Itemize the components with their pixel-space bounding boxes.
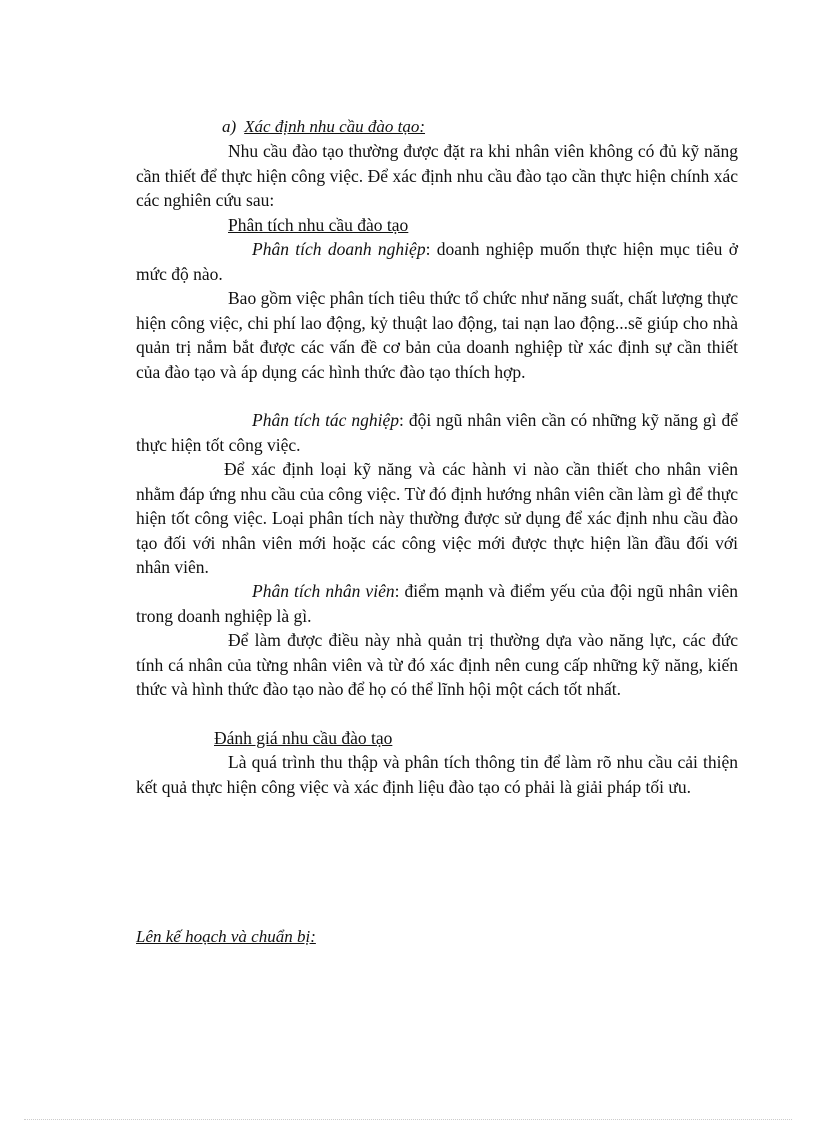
intro-paragraph: Nhu cầu đào tạo thường được đặt ra khi nhân viên không có đủ kỹ năng cần thiết để thực hiện công việc. Để xác định nhu cầu đào tạo cần thực hiện chính xác các nghiên cứu sau: [136,141,738,210]
section-title: Xác định nhu cầu đào tạo: [244,117,426,136]
staff-text: : điểm mạnh và điểm yếu của đội ngũ nhân viên trong doanh nghiệp là gì. [136,581,738,626]
enterprise-paragraph [136,237,738,286]
operation-paragraph [136,408,738,457]
evaluation-paragraph: Là quá trình thu thập và phân tích thông tin để làm rõ nhu cầu cải thiện kết quả thực hiện công việc và xác định liệu đào tạo có phải là giải pháp tối ưu. [136,752,738,797]
enterprise-term: Phân tích doanh nghiệp [252,239,426,259]
staff-term: Phân tích nhân viên [252,581,395,601]
section-heading-a [136,115,816,140]
staff-paragraph [136,579,738,628]
plan-heading: Lên kế hoạch và chuẩn bị: [136,927,316,946]
evaluation-heading: Đánh giá nhu cầu đào tạo [214,728,393,748]
operation-detail-paragraph: Để xác định loại kỹ năng và các hành vi nào cần thiết cho nhân viên nhằm đáp ứng nhu cầu của công việc. Từ đó định hướng nhân viên cần làm gì để thực hiện tốt công việc. Loại phân tích này thường được sử dụng để xác định nhu cầu đào tạo đối với nhân viên mới hoặc các công việc mới được thực hiện lần đầu đối với nhân viên. [136,459,738,577]
enterprise-detail-paragraph: Bao gồm việc phân tích tiêu thức tổ chức như năng suất, chất lượng thực hiện công việc, chi phí lao động, kỷ thuật lao động, tai nạn lao động...sẽ giúp cho nhà quản trị nắm bắt được các vấn đề cơ bản của doanh nghiệp từ xác định sự cần thiết của đào tạo và áp dụng các hình thức đào tạo thích hợp. [136,288,738,382]
operation-term: Phân tích tác nghiệp [252,410,400,430]
analysis-heading: Phân tích nhu cầu đào tạo [228,215,409,235]
page-bottom-divider [24,1119,792,1120]
enterprise-text: : doanh nghiệp muốn thực hiện mục tiêu ở mức độ nào. [136,239,738,284]
operation-text: : đội ngũ nhân viên cần có những kỹ năng gì để thực hiện tốt công việc. [136,410,738,455]
staff-detail-paragraph: Để làm được điều này nhà quản trị thường dựa vào năng lực, các đức tính cá nhân của từng nhân viên và từ đó xác định nên cung cấp những kỹ năng, kiến thức và hình thức đào tạo nào để họ có thể lĩnh hội một cách tốt nhất. [136,630,738,699]
section-label: a) [222,117,237,136]
